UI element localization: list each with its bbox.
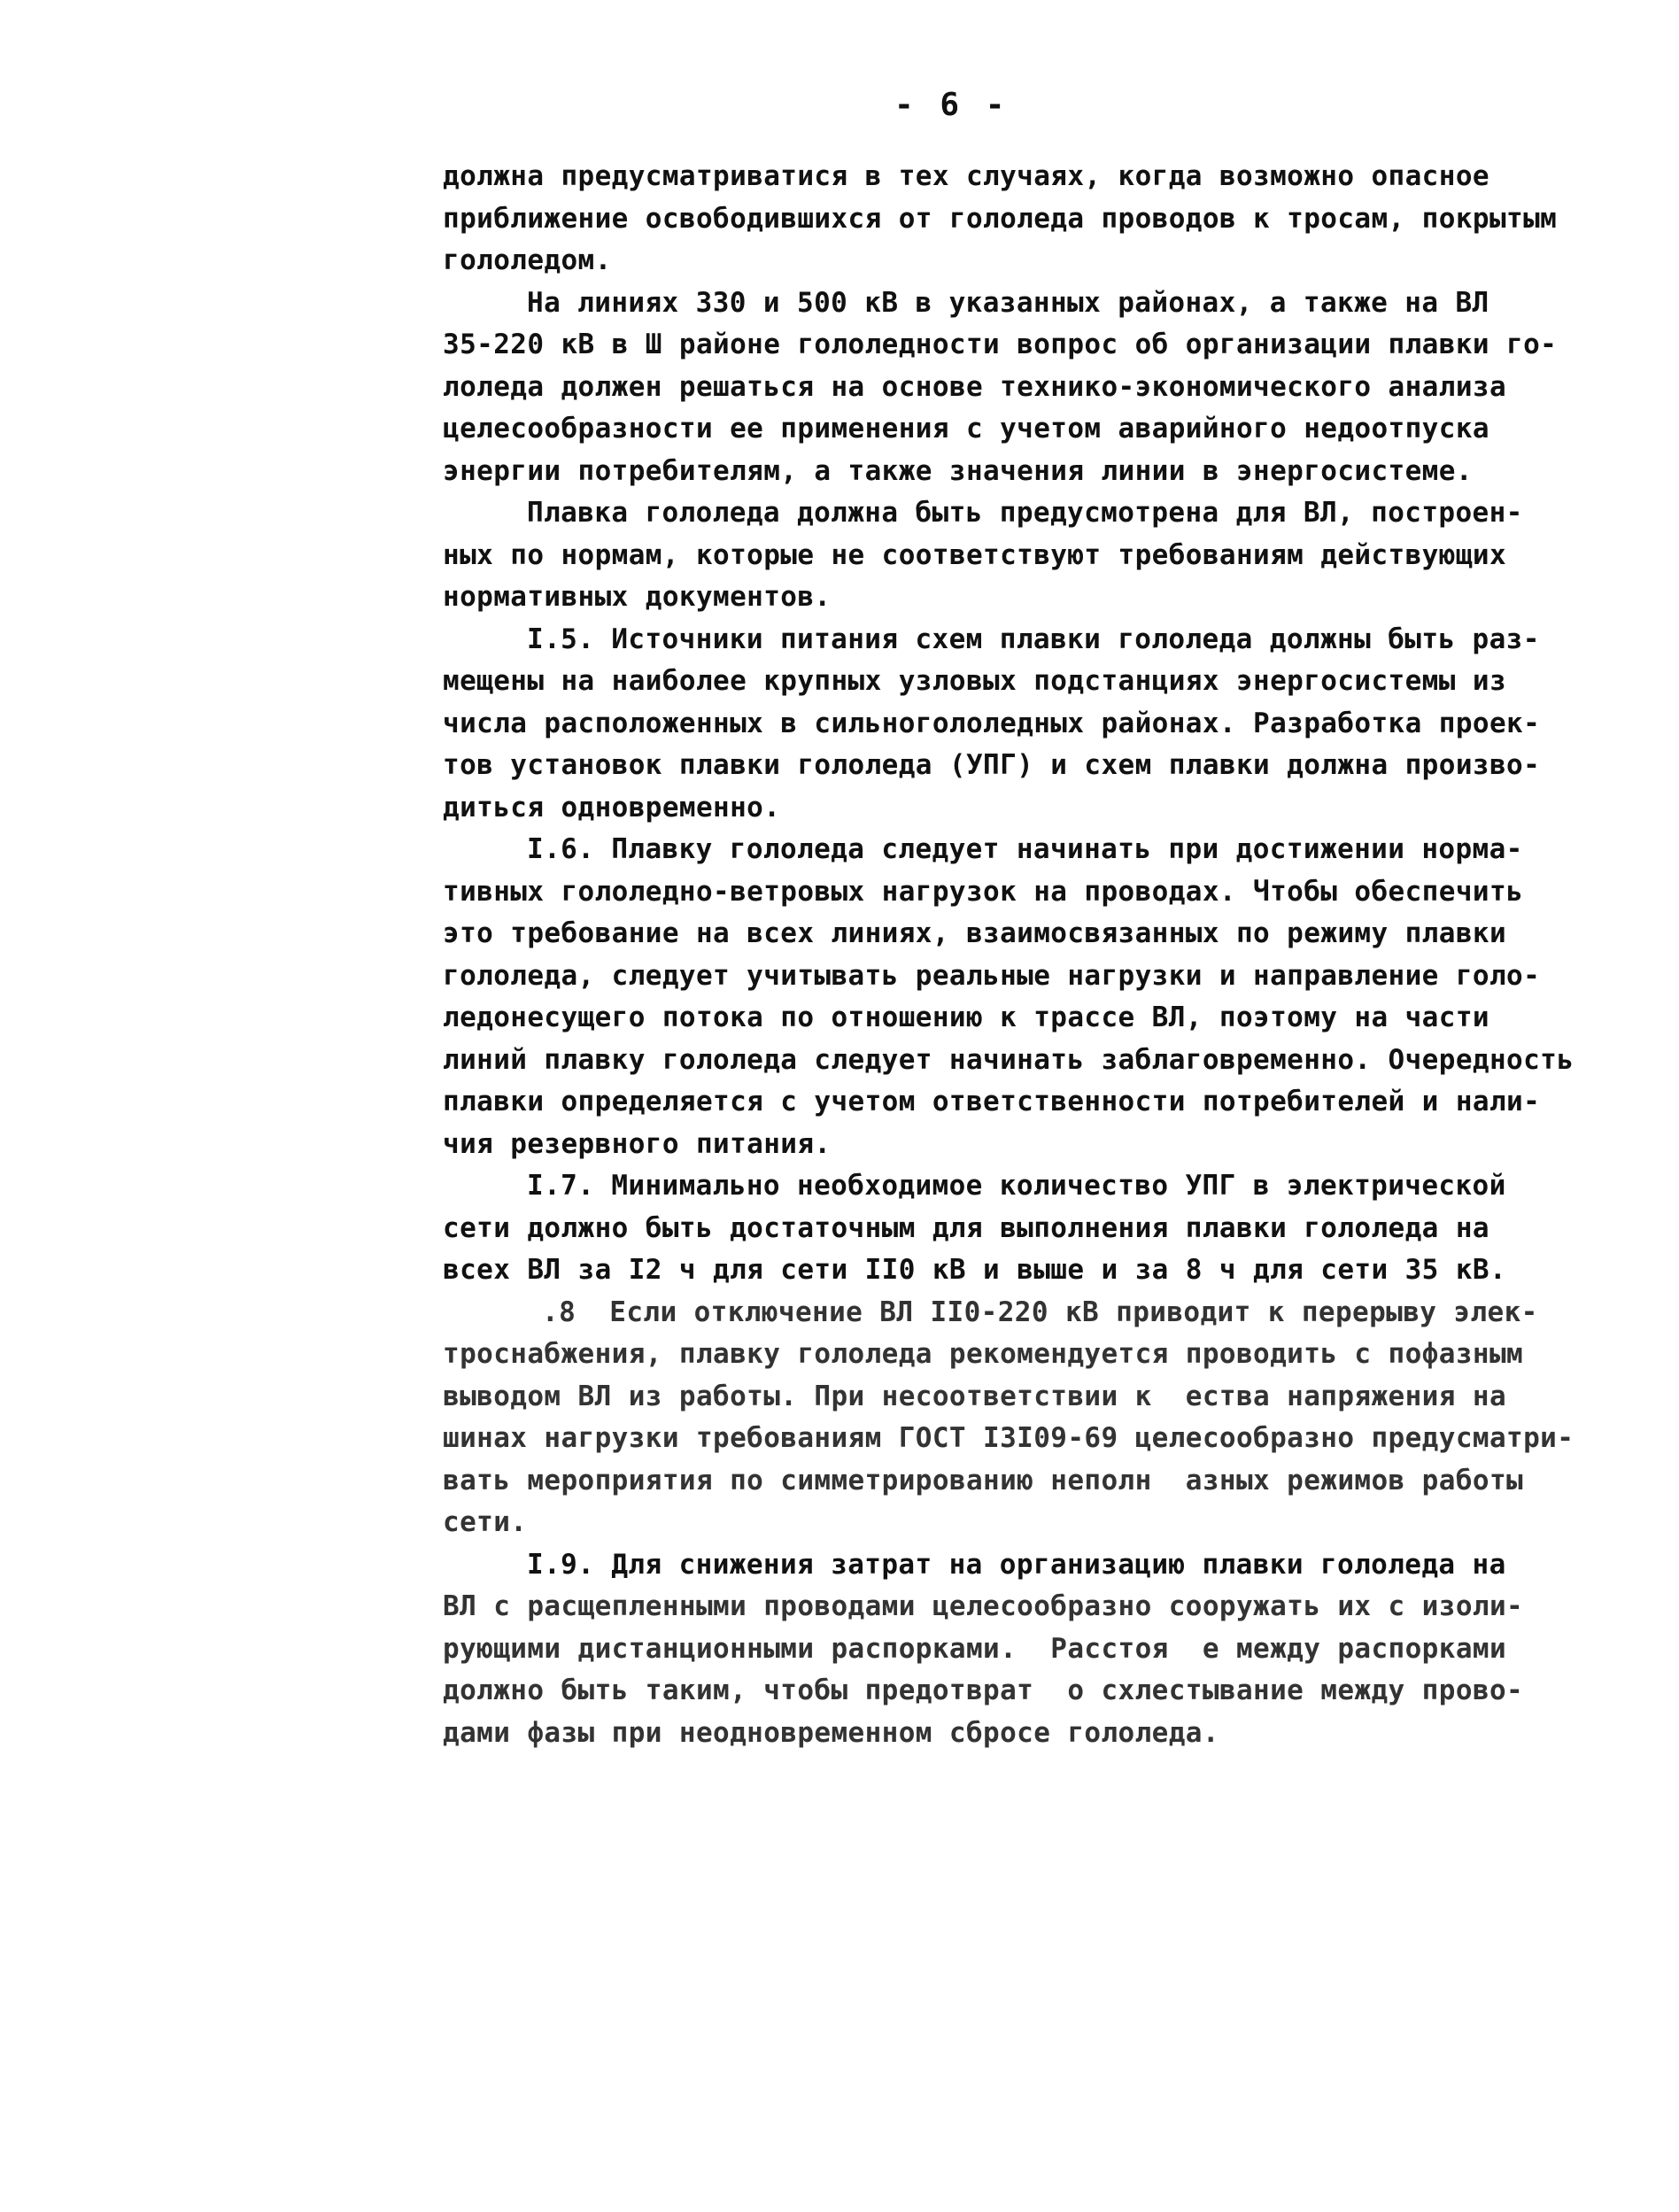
text-line: ных по нормам, которые не соответствуют требованиям действующих: [443, 538, 1507, 571]
text-line: На линиях 330 и 500 кВ в указанных районах, а также на ВЛ: [527, 286, 1489, 319]
text-line: ледонесущего потока по отношению к трассе ВЛ, поэтому на части: [443, 1002, 1489, 1033]
text-line: должно быть таким, чтобы предотврат о схлестывание между прово-: [443, 1674, 1524, 1706]
text-line: должна предусматриватися в тех случаях, когда возможно опасное: [443, 160, 1489, 192]
text-line: тов установок плавки гололеда (УПГ) и схем плавки должна произво-: [443, 749, 1541, 781]
text-line: I.6. Плавку гололеда следует начинать при достижении норма-: [527, 833, 1523, 865]
text-line: сети.: [443, 1506, 528, 1538]
text-line: числа расположенных в сильногололедных районах. Разработка проек-: [443, 707, 1541, 739]
text-line: приближение освободившихся от гололеда проводов к тросам, покрытым: [443, 202, 1558, 235]
text-line: рующими дистанционными распорками. Расстоя е между распорками: [443, 1632, 1507, 1665]
text-line: энергии потребителям, а также значения линии в энергосистеме.: [443, 454, 1473, 487]
text-line: целесообразности ее применения с учетом аварийного недоотпуска: [443, 413, 1489, 445]
document-body: [443, 156, 1612, 1754]
text-line: всех ВЛ за I2 ч для сети II0 кВ и выше и за 8 ч для сети 35 кВ.: [443, 1254, 1507, 1286]
text-line: .8 Если отключение ВЛ II0-220 кВ приводит к перерыву элек-: [542, 1295, 1538, 1328]
text-line: тивных гололедно-ветровых нагрузок на проводах. Чтобы обеспечить: [443, 875, 1524, 908]
text-line: ВЛ с расщепленными проводами целесообразно сооружать их с изоли-: [443, 1590, 1524, 1622]
text-line: дами фазы при неодновременном сбросе гололеда.: [443, 1716, 1219, 1749]
text-line: шинах нагрузки требованиям ГОСТ I3I09-69 целесообразно предусматри-: [443, 1422, 1575, 1454]
text-line: Плавка гололеда должна быть предусмотрена для ВЛ, построен-: [527, 497, 1523, 529]
text-line: вать мероприятия по симметрированию неполн азных режимов работы: [443, 1464, 1524, 1497]
text-line: выводом ВЛ из работы. При несоответствии к ества напряжения на: [443, 1380, 1507, 1412]
text-line: сети должно быть достаточным для выполнения плавки гололеда на: [443, 1211, 1489, 1244]
text-line: диться одновременно.: [443, 791, 781, 824]
text-line: гололедом.: [443, 244, 612, 276]
text-line: линий плавку гололеда следует начинать заблаговременно. Очередность: [443, 1043, 1575, 1076]
text-line: 35-220 кВ в Ш районе гололедности вопрос об организации плавки го-: [443, 329, 1558, 360]
text-line: чия резервного питания.: [443, 1127, 832, 1160]
text-line: мещены на наиболее крупных узловых подстанциях энергосистемы из: [443, 665, 1507, 697]
page-number: - 6 -: [894, 87, 1009, 123]
text-line: нормативных документов.: [443, 581, 832, 613]
text-line: плавки определяется с учетом ответственности потребителей и нали-: [443, 1086, 1541, 1118]
text-line: лоледа должен решаться на основе технико-экономического анализа: [443, 370, 1507, 403]
text-line: троснабжения, плавку гололеда рекомендуется проводить с пофазным: [443, 1338, 1524, 1370]
text-line: гололеда, следует учитывать реальные нагрузки и направление голо-: [443, 959, 1541, 992]
text-line: I.7. Минимально необходимое количество УПГ в электрической: [527, 1170, 1506, 1202]
text-line: это требование на всех линиях, взаимосвязанных по режиму плавки: [443, 917, 1507, 949]
text-line: I.5. Источники питания схем плавки гололеда должны быть раз-: [527, 623, 1540, 655]
text-line: I.9. Для снижения затрат на организацию плавки гололеда на: [527, 1548, 1506, 1581]
